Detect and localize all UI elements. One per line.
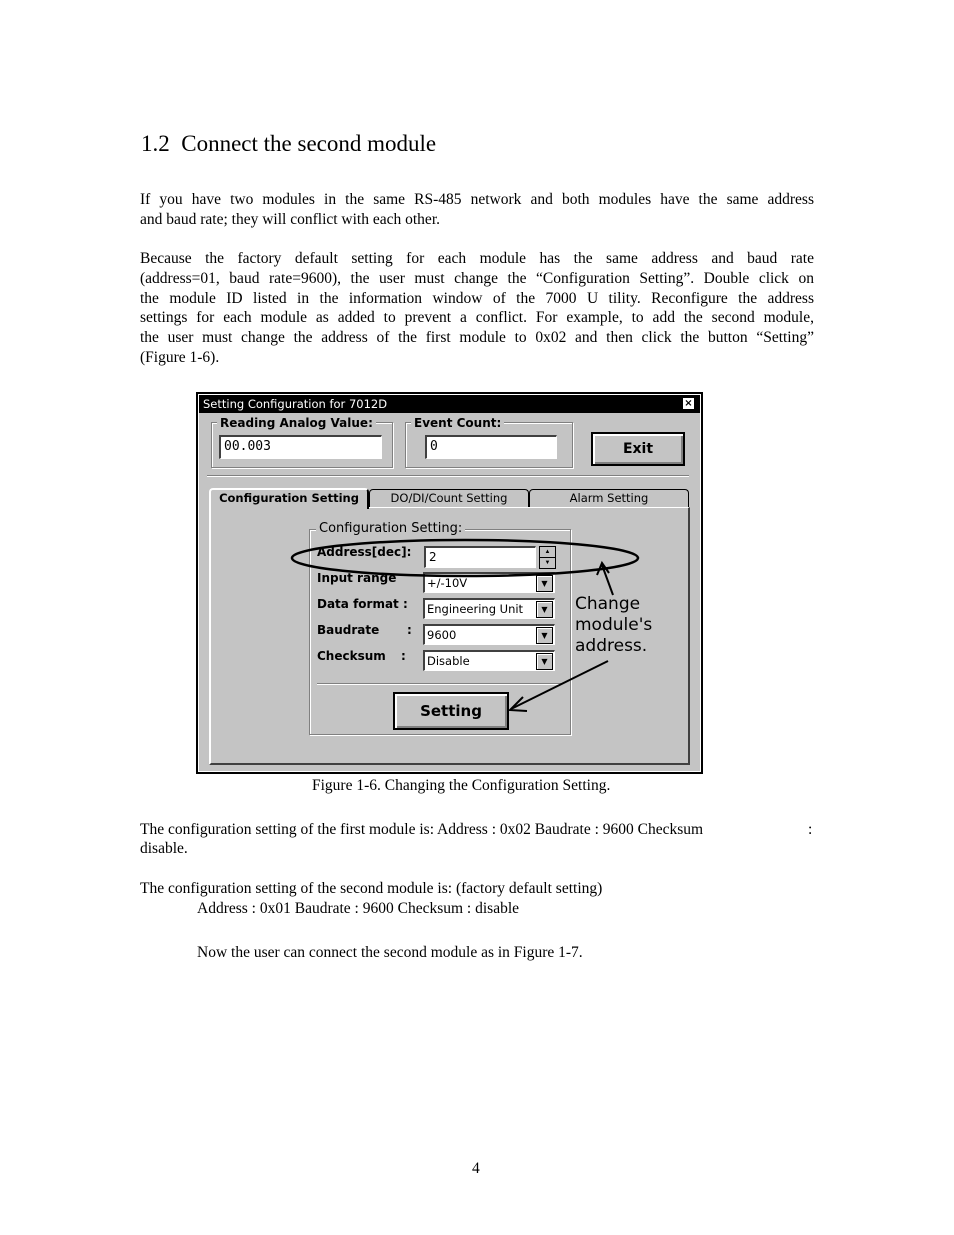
paragraph-2 (140, 249, 814, 368)
reading-label: Reading Analog Value: (217, 416, 376, 430)
paragraph-3-line-1: The configuration setting of the first module is: Address : 0x02 Baudrate : 9600 Checksum (140, 821, 704, 838)
input-range-value: +/-10V (427, 576, 468, 590)
chevron-down-icon[interactable]: ▼ (536, 653, 553, 670)
event-count-label: Event Count: (411, 416, 504, 430)
section-title: Connect the second module (181, 131, 437, 156)
event-count-field[interactable]: 0 (425, 435, 557, 459)
paragraph-line: Because the factory default setting for each module has the same address and baud rate (140, 250, 814, 267)
paragraph-1 (140, 190, 814, 230)
paragraph-line: (Figure 1-6). (140, 348, 220, 366)
data-format-value: Engineering Unit (427, 602, 524, 616)
checksum-colon: : (401, 649, 406, 663)
address-label: Address[dec]: (317, 545, 412, 559)
address-input[interactable]: 2 (424, 546, 536, 568)
baudrate-colon: : (407, 623, 412, 637)
setting-button-label: Setting (420, 702, 482, 720)
spin-down-icon[interactable]: ▼ (539, 558, 556, 569)
arrow-to-setting (511, 661, 608, 709)
reading-value-field[interactable]: 00.003 (219, 435, 382, 459)
baudrate-label: Baudrate (317, 623, 380, 637)
annotation-line: Change (575, 594, 641, 614)
chevron-down-icon[interactable]: ▼ (536, 575, 553, 592)
paragraph-3-line-2: disable. (140, 840, 188, 857)
paragraph-line: (address=01, baud rate=9600), the user must change the “Configuration Setting”. Double click on (140, 269, 814, 287)
chevron-down-icon[interactable]: ▼ (536, 627, 553, 644)
paragraph-line: settings for each module as added to prevent a conflict. For example, to add the second module, (140, 309, 814, 327)
paragraph-5: Now the user can connect the second module as in Figure 1-7. (197, 944, 583, 961)
section-number: 1.2 (141, 131, 170, 156)
checksum-label: Checksum (317, 649, 386, 663)
section-heading (141, 131, 436, 157)
spin-up-icon[interactable]: ▲ (539, 546, 556, 558)
chevron-down-icon[interactable]: ▼ (536, 601, 553, 618)
highlight-ellipse (292, 540, 638, 576)
page-number: 4 (472, 1160, 480, 1177)
tab-configuration-setting[interactable]: Configuration Setting (209, 488, 369, 509)
paragraph-3-colon: : (808, 821, 813, 838)
paragraph-4-line-2: Address : 0x01 Baudrate : 9600 Checksum : disable (197, 900, 520, 917)
dialog-title: Setting Configuration for 7012D (203, 397, 388, 411)
paragraph-line: the user must change the address of the first module to 0x02 and then click the button “Setting” (140, 329, 814, 347)
paragraph-line: and baud rate; they will conflict with each other. (140, 210, 440, 228)
annotation-marks (199, 395, 700, 771)
configuration-group-label: Configuration Setting: (316, 521, 465, 536)
annotation-line: address. (575, 636, 648, 656)
paragraph-line: the module ID listed in the information window of the 7000 U tility. Reconfigure the address (140, 289, 814, 307)
figure-caption: Figure 1-6. Changing the Configuration Setting. (312, 777, 611, 794)
baudrate-value: 9600 (427, 628, 457, 642)
input-range-label: Input range (317, 571, 397, 585)
exit-button-label: Exit (622, 441, 654, 457)
settings-dialog (196, 392, 703, 774)
annotation-line: module's (575, 615, 653, 635)
tab-do-di-count-setting[interactable]: DO/DI/Count Setting (369, 489, 529, 507)
paragraph-line: If you have two modules in the same RS-485 network and both modules have the same address (140, 191, 814, 208)
close-icon[interactable]: × (684, 398, 693, 409)
data-format-label: Data format : (317, 597, 408, 611)
tab-alarm-setting[interactable]: Alarm Setting (529, 489, 689, 507)
checksum-value: Disable (427, 654, 470, 668)
paragraph-4-line-1: The configuration setting of the second module is: (factory default setting) (140, 880, 603, 897)
